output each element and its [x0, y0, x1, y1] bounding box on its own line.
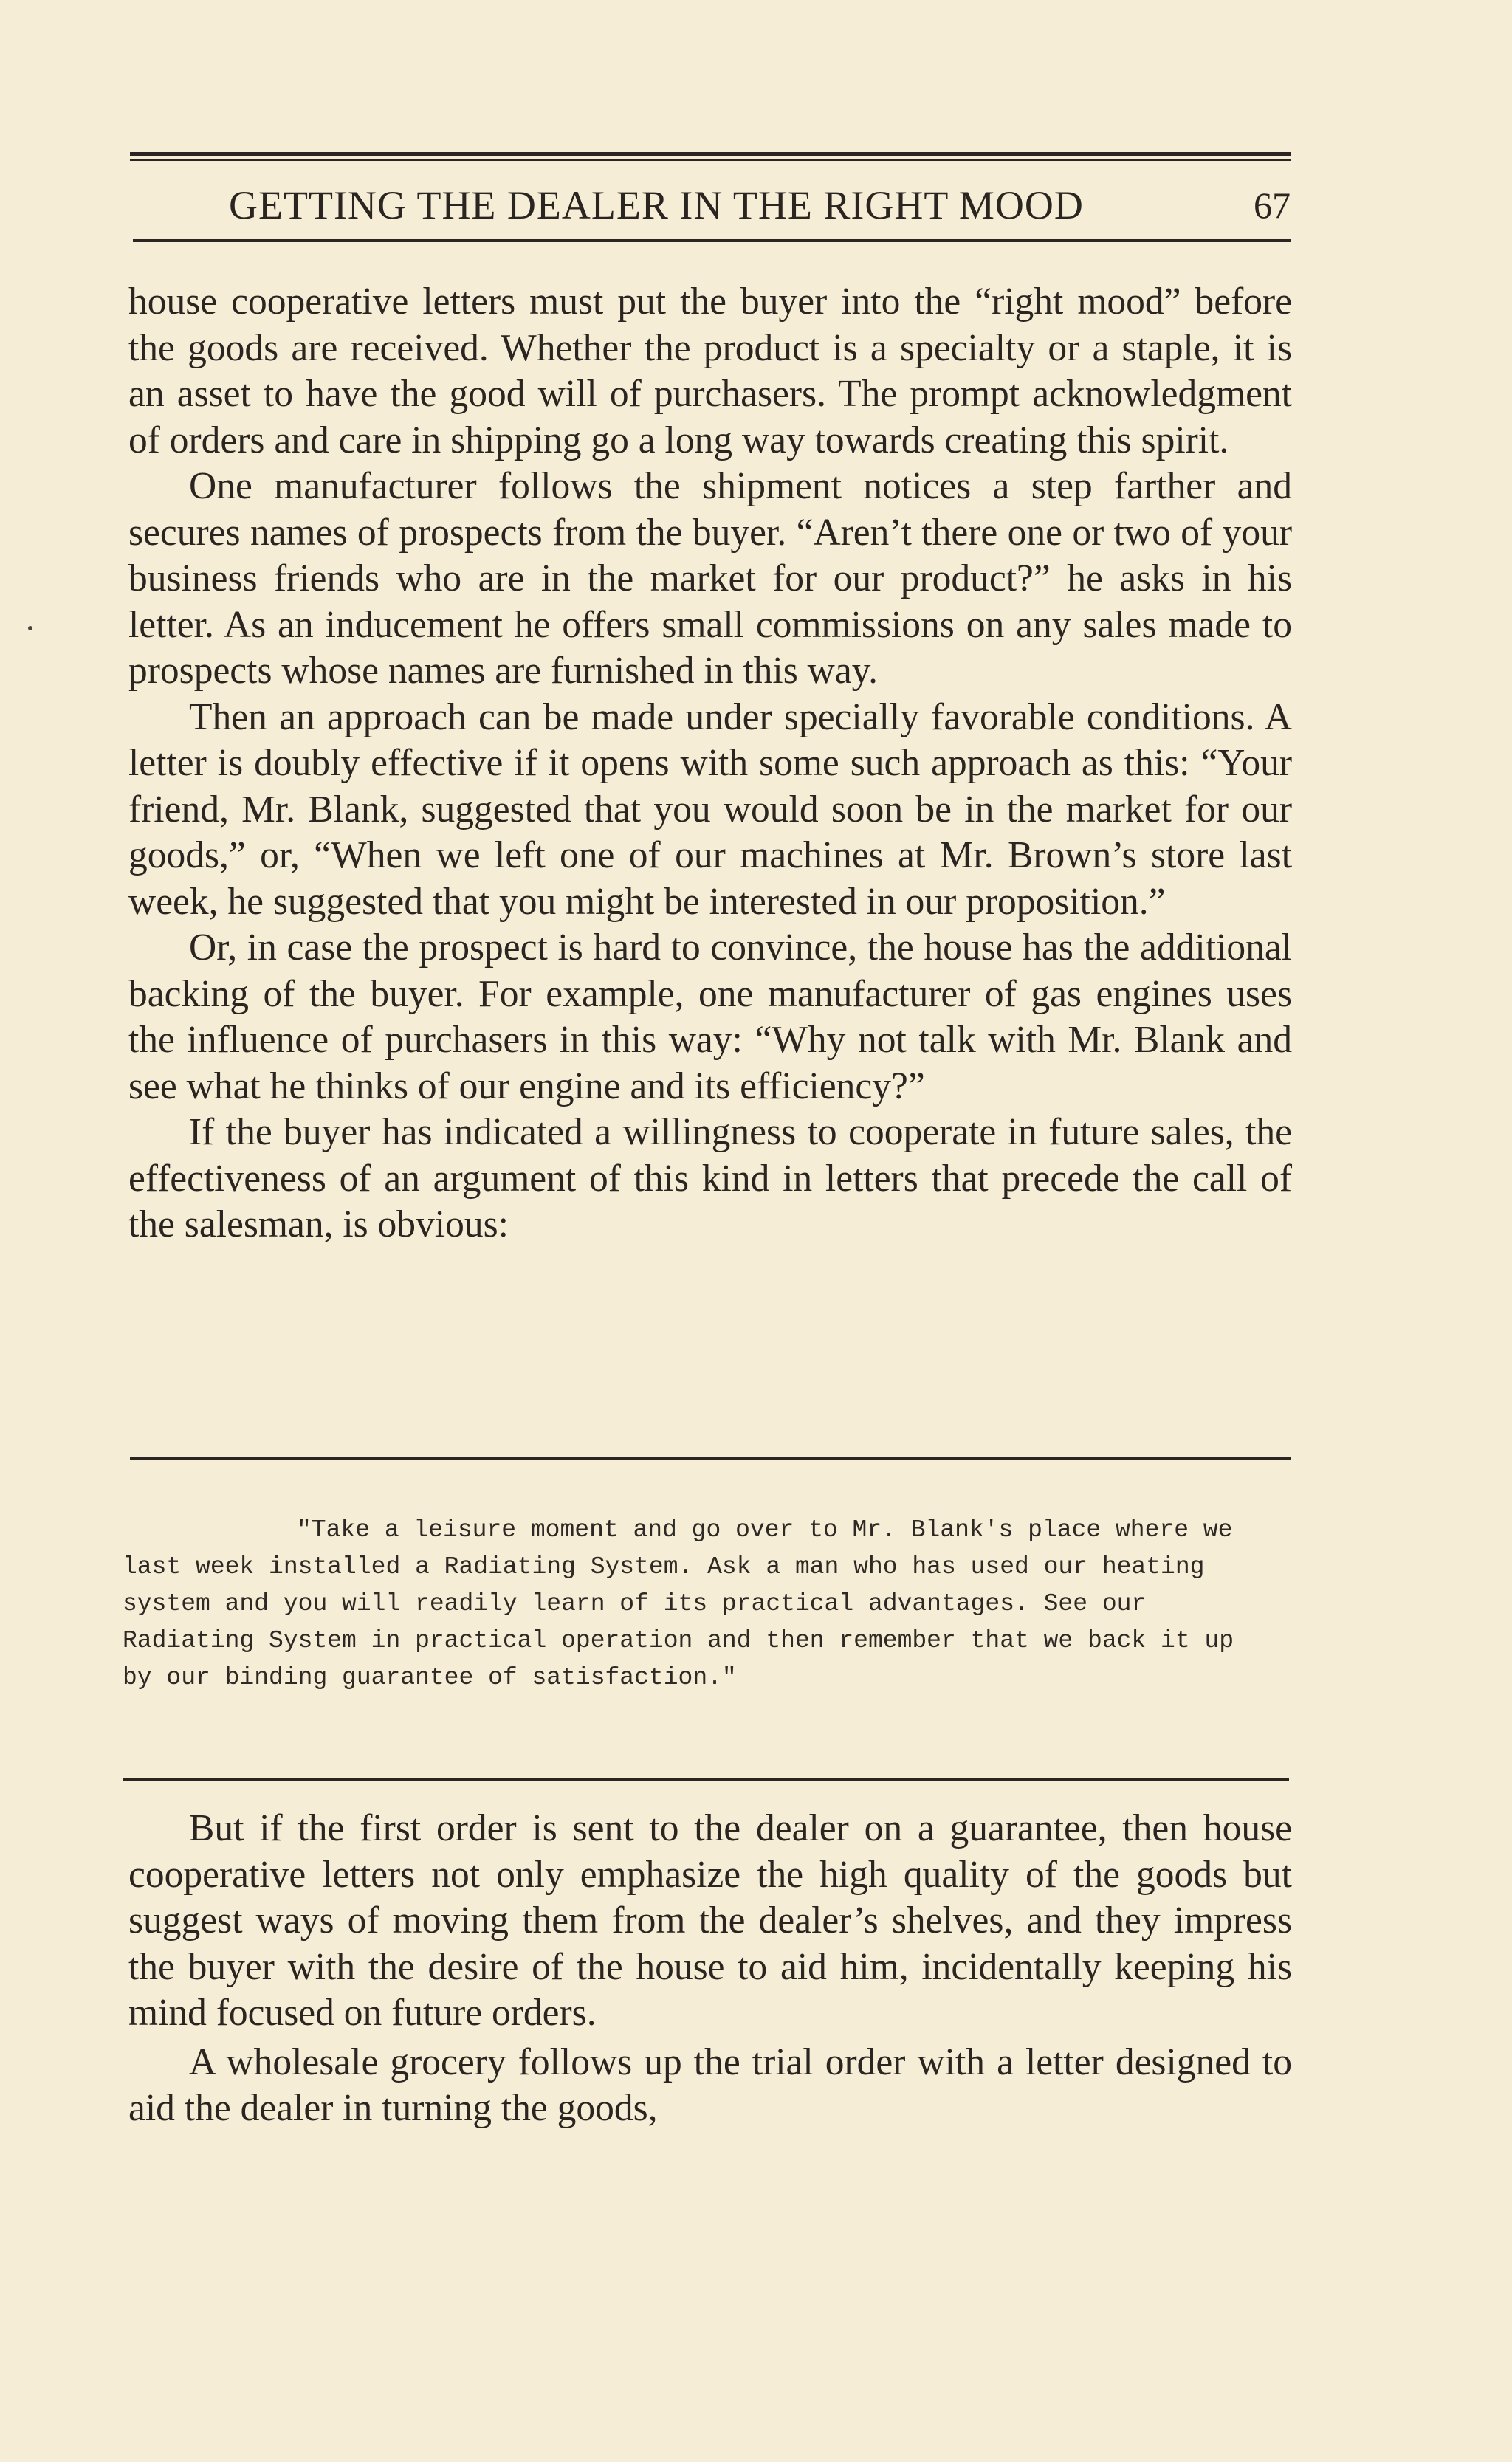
paragraph: If the buyer has indicated a willingness to cooperate in future sales, the effectiveness of an argument of this kind in letters that precede the call of the salesman, is obvious:	[128, 1111, 1292, 1245]
top-rule-thin	[130, 159, 1291, 161]
paragraph: Or, in case the prospect is hard to convince, the house has the additional backing of the buyer. For example, one manufacturer of gas engines uses the influence of purchasers in this way: “Why not talk with Mr. Blank and see what he thinks of our engine and its efficiency?”	[128, 926, 1292, 1107]
running-header	[130, 176, 1291, 235]
page-number: 67	[1254, 185, 1291, 226]
running-head-title: GETTING THE DEALER IN THE RIGHT MOOD	[229, 183, 1084, 227]
paragraph: One manufacturer follows the shipment notices a step farther and secures names of prospects from the buyer. “Aren’t there one or two of your business friends who are in the market for our product?” he asks in his letter. As an inducement he offers small commissions on any sales made to prospects whose names are furnished in this way.	[128, 465, 1292, 692]
paragraph: But if the first order is sent to the dealer on a guarantee, then house cooperative letters not only emphasize the high quality of the goods but suggest ways of moving them from the dealer’s shelves, and they impress the buyer with the desire of the house to aid him, incidentally keeping his mind focused on future orders.	[128, 1807, 1292, 2034]
top-rule-thick	[130, 152, 1291, 156]
margin-speck	[28, 626, 32, 630]
quote-top-rule	[130, 1457, 1291, 1460]
quote-bottom-rule	[123, 1778, 1289, 1781]
paragraph: A wholesale grocery follows up the trial order with a letter designed to aid the dealer in turning the goods,	[128, 2040, 1292, 2129]
body-text-bottom	[128, 1806, 1292, 2132]
paragraph: house cooperative letters must put the buyer into the “right mood” before the goods are received. Whether the product is a specialty or a staple, it is an asset to have the good will of purchasers. The prompt acknowledgment of orders and care in shipping go a long way towards creating this spirit.	[128, 281, 1292, 461]
paragraph: Then an approach can be made under specially favorable conditions. A letter is doubly effective if it opens with some such approach as this: “Your friend, Mr. Blank, suggested that you would soon be in the market for our goods,” or, “When we left one of our machines at Mr. Brown’s store last week, he suggested that you might be interested in our proposition.”	[128, 695, 1292, 923]
body-text-top	[128, 279, 1292, 1248]
header-underline-rule	[133, 239, 1291, 242]
typewritten-letter-excerpt	[123, 1512, 1274, 1696]
letter-text: "Take a leisure moment and go over to Mr. Blank's place where we last week installed a Radiating System. Ask a man who has used our heating system and you will readily learn of its practical advantages. See our Radiating System in practical operation and then remember that we back it up by our binding guarantee of satisfaction."	[123, 1516, 1234, 1691]
